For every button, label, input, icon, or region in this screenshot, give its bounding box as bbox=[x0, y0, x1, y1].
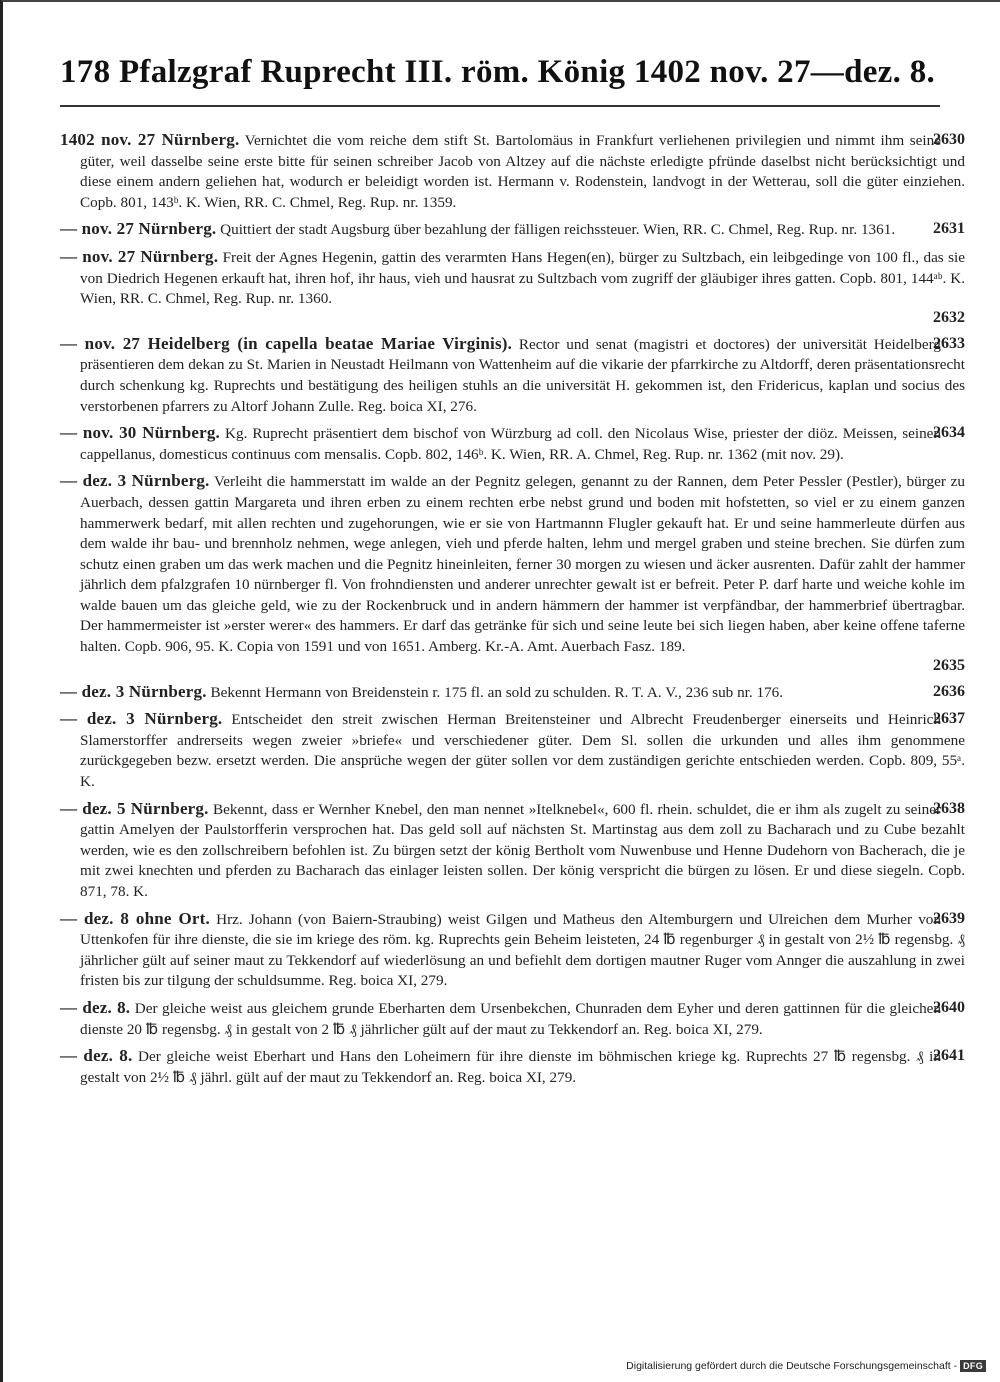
regest-entry bbox=[60, 998, 965, 1040]
regest-date-place: — nov. 27 Heidelberg (in capella beatae Mariae Virginis). bbox=[60, 333, 513, 353]
regest-entry bbox=[60, 130, 965, 213]
regest-entry bbox=[60, 682, 965, 704]
regest-date-place: — nov. 27 Nürnberg. bbox=[60, 246, 219, 266]
regest-entry bbox=[60, 799, 965, 903]
regest-text: Der gleiche weist aus gleichem grunde Eberharten dem Ursenbekchen, Chunraden dem Eyher und deren gattinnen für die gleichen dienste 20 ℔ regensbg. ₰ in gestalt von 2 ℔ ₰ jährlicher gült auf der maut zu Tekkendorf an. Reg. boica XI, 279. bbox=[80, 999, 941, 1038]
dfg-logo: DFG bbox=[960, 1360, 986, 1372]
regest-number: 2638 bbox=[933, 799, 965, 817]
regest-number: 2635 bbox=[933, 656, 965, 674]
regest-date-place: — nov. 27 Nürnberg. bbox=[60, 219, 217, 239]
regest-date-place: 1402 nov. 27 Nürnberg. bbox=[60, 130, 240, 149]
regest-date-place: — dez. 3 Nürnberg. bbox=[60, 471, 210, 491]
regest-date-place: — nov. 30 Nürnberg. bbox=[60, 423, 220, 443]
regest-entry bbox=[60, 471, 965, 675]
regest-number: 2641 bbox=[933, 1047, 965, 1065]
regest-text: Entscheidet den streit zwischen Herman Breitensteiner und Albrecht Freudenberger einerseits und Heinrich Slamerstorffer andrerseits wegen zweier »briefe« und verschiedener güter. Dem Sl. sollen die urkunden und alles ihm genommene zurückgegeben bezw. ersetzt werden. Die ansprüche wegen der güter sollen vor dem zuständigen gerichte entschieden werden. Copb. 809, 55ᵃ. K. bbox=[80, 711, 965, 791]
regest-number: 2637 bbox=[933, 710, 965, 728]
regest-number: 2632 bbox=[933, 308, 965, 326]
regest-entry bbox=[60, 909, 965, 992]
regest-date-place: — dez. 3 Nürnberg. bbox=[60, 709, 223, 729]
regest-text: Bekennt, dass er Wernher Knebel, den man nennet »Itelknebel«, 600 fl. rhein. schuldet, die er ihm als zugelt zu seiner gattin Amelyen der Paulstorfferin versprochen hat. Das geld soll auf nächsten St. Martinstag aus dem zoll zu Bacharach und zu Cube bezahlt werden, wie es den zollschreibern befohlen ist. Zu bürgen setzt der könig Bertholt vom Nuwenbuse und Henne Dudehorn von Bacherach, die je mit zwei knechten und pferden zu Bacharach das einlager leisten sollen. Der könig verspricht die bürgen zu lösen. Er und diese siegeln. Copb. 871, 78. K. bbox=[80, 800, 965, 900]
regest-text: Rector und senat (magistri et doctores) der universität Heidelberg präsentieren dem dekan zu St. Marien in Neustadt Heilmann von Wattenheim auf die vikarie der pfarrkirche zu Altdorff, deren präsentationsrecht durch schenkung kg. Ruprechts und bestätigung des heiligen stuhls an die universität H. gekommen ist, den Fridericus, kaplan und socius des verstorbenen pfarrers zu Altorf Johann Zulle. Reg. boica XI, 276. bbox=[80, 335, 965, 415]
regest-entry bbox=[60, 247, 965, 328]
page-footer bbox=[626, 1360, 986, 1372]
header-rule bbox=[60, 105, 940, 107]
regest-number: 2640 bbox=[933, 998, 965, 1016]
regest-number: 2639 bbox=[933, 909, 965, 927]
regest-entry bbox=[60, 423, 965, 465]
page-number: 178 bbox=[60, 54, 111, 90]
regest-date-place: — dez. 8. bbox=[60, 1046, 133, 1066]
regest-date-place: — dez. 5 Nürnberg. bbox=[60, 798, 209, 818]
footer-credit: Digitalisierung gefördert durch die Deutsche Forschungsgemeinschaft - bbox=[626, 1360, 958, 1372]
regest-text: Bekennt Hermann von Breidenstein r. 175 fl. an sold zu schulden. R. T. A. V., 236 sub nr. 176. bbox=[210, 683, 784, 701]
regest-date-place: — dez. 8 ohne Ort. bbox=[60, 908, 210, 928]
regest-number: 2636 bbox=[933, 682, 965, 700]
regest-entry bbox=[60, 709, 965, 792]
page-title: Pfalzgraf Ruprecht III. röm. König 1402 nov. 27—dez. 8. bbox=[118, 54, 936, 90]
regest-number: 2634 bbox=[933, 424, 965, 442]
regest-text: Kg. Ruprecht präsentiert dem bischof von Würzburg ad coll. den Nicolaus Wise, priester der diöz. Meissen, seinen cappellanus, domesticus continuus com mensalis. Copb. 802, 146ᵇ. K. Wien, RR. A. Chmel, Reg. Rup. nr. 1362 (mit nov. 29). bbox=[80, 425, 942, 463]
regesta-list bbox=[60, 130, 965, 1094]
regest-text: Quittiert der stadt Augsburg über bezahlung der fälligen reichssteuer. Wien, RR. C. Chmel, Reg. Rup. nr. 1361. bbox=[220, 221, 896, 239]
regest-text: Der gleiche weist Eberhart und Hans den Loheimern für ihre dienste im böhmischen kriege kg. Ruprechts 27 ℔ regensbg. ₰ in gestalt von 2½ ℔ ₰ jährl. gült auf der maut zu Tekkendorf an. Reg. boica XI, 279. bbox=[80, 1048, 941, 1086]
regest-text: Freit der Agnes Hegenin, gattin des verarmten Hans Hegen(en), bürger zu Sultzbach, ein leibgedinge von 100 fl., das sie von Diedrich Hegenen erkauft hat, ihren hof, ihr haus, vieh und hausrat zu Sultzbach vom zugriff der gläubiger ihres gatten. Copb. 801, 144ᵃᵇ. K. Wien, RR. C. Chmel, Reg. Rup. nr. 1360. bbox=[80, 248, 965, 308]
regest-date-place: — dez. 8. bbox=[60, 997, 131, 1017]
regest-number: 2633 bbox=[933, 334, 965, 352]
regest-number: 2631 bbox=[933, 220, 965, 238]
regest-text: Vernichtet die vom reiche dem stift St. Bartolomäus in Frankfurt verliehenen privilegien und nimmt ihm seine güter, weil dasselbe seine erste bitte für seinen schreiber Jacob von Altzey auf die nächste erledigte pfründe daselbst nicht berücksichtigt und diese einem andern geliehen hat, wodurch er beleidigt worden ist. Hermann v. Rodenstein, landvogt in der Wetterau, soll die güter einziehen. Copb. 801, 143ᵇ. K. Wien, RR. C. Chmel, Reg. Rup. nr. 1359. bbox=[80, 132, 965, 211]
regest-entry bbox=[60, 334, 965, 417]
regest-text: Verleiht die hammerstatt im walde an der Pegnitz gelegen, genannt zu der Rannen, dem Peter Pessler (Pestler), bürger zu Auerbach, dessen gattin Margareta und ihren erben zu einem rechten erbe nebst grund und boden mit hofstetten, so viel er zu einem ganzen hammerwerk bedarf, mit allen rechten und zugehorungen, wie er sie von Hartmannn Flugler gekauft hat. Er und seine hammerleute dürfen aus dem walde ihr bau- und brennholz nehmen, wege anlegen, vieh und pferde halten, lehm und mergel graben und steine brechen. Sie dürfen zum schutz einen graben um das werk machen und die Pegnitz hineinleiten, ferner 30 morgen zu wiesen und äcker ausrenten. Dafür zahlt der hammer jährlich dem pfalzgrafen 10 nürnberger fl. Von frohndiensten und anderer unrechter gewalt ist er befreit. Peter P. darf harte und weiche kohle im walde bauen um das gleiche geld, wie zu der Rockenbruck und in andern hämmern der hammer ist verpfändbar, der hammerbrief übertragbar. Der hammermeister ist »erster werer« des hammers. Er darf das getränke für sich und seine leute bei sich liegen haben, aber keine offene taferne halten. Copb. 906, 95. K. Copia von 1591 und von 1651. Amberg. Kr.-A. Amt. Auerbach Fasz. 189. bbox=[80, 473, 965, 656]
regest-number: 2630 bbox=[933, 131, 965, 148]
regest-entry bbox=[60, 1046, 965, 1088]
regest-date-place: — dez. 3 Nürnberg. bbox=[60, 681, 207, 701]
page-header bbox=[60, 54, 940, 91]
regest-text: Hrz. Johann (von Baiern-Straubing) weist Gilgen und Matheus den Altemburgern und Ulreichen dem Murher von Uttenkofen für ihre dienste, die sie im kriege des röm. kg. Ruprechts gein Beheim leisteten, 24 ℔ regenburger ₰ in gestalt von 2½ ℔ regensbg. ₰ jährlicher gült auf seiner maut zu Tekkendorf auf wiederlösung an und befiehlt dem dortigen mautner Ruger vom Annger die auszahlung in zwei fristen bis zur tilgung der schuldsumme. Reg. boica XI, 279. bbox=[80, 910, 965, 990]
regest-entry bbox=[60, 219, 965, 241]
